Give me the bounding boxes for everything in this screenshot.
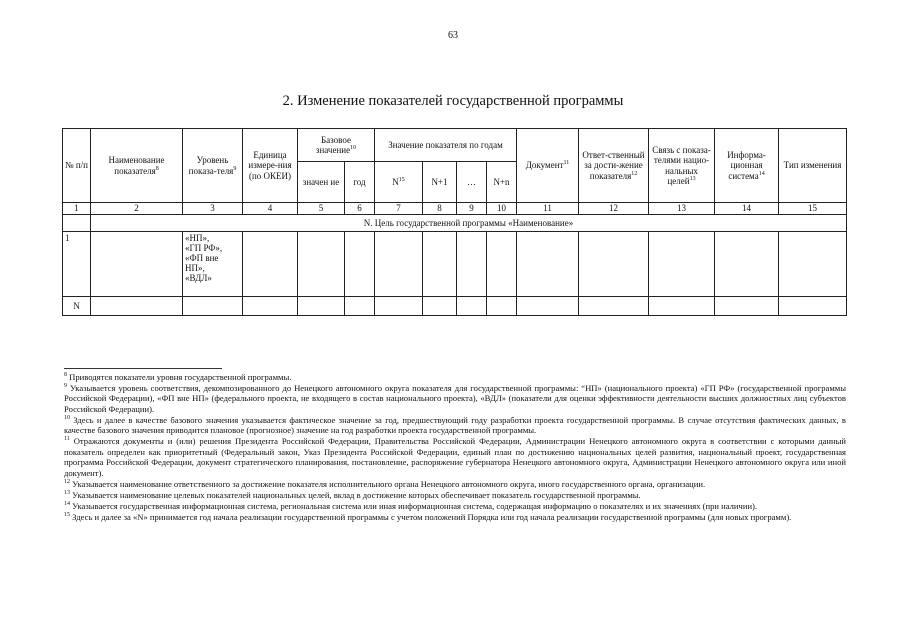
- level-list: [183, 232, 243, 297]
- footnotes: [64, 372, 846, 523]
- header-year-dots: …: [457, 162, 487, 203]
- header-unit: Единица измере-ния (по ОКЕИ): [243, 129, 298, 203]
- column-number: 10: [487, 203, 517, 215]
- column-numbers-row: [63, 203, 847, 215]
- header-level: Уровень показа-теля$^9$: [183, 129, 243, 203]
- footnote: [64, 372, 846, 382]
- header-year-nn: N+n: [487, 162, 517, 203]
- table-row: [63, 232, 847, 297]
- column-number: 7: [375, 203, 423, 215]
- row-number: N: [63, 297, 91, 316]
- level-item: «НП»,: [185, 233, 210, 243]
- footnote-text: Указывается государственная информационная система, региональная система или иная информационная система, содержащая информацию о показателях и их значениях (при наличии).: [70, 500, 758, 511]
- column-number: 12: [579, 203, 649, 215]
- footnote: [64, 490, 846, 500]
- footnote-text: Отражаются документы и (или) решения Президента Российской Федерации, Правительства Российской Федерации, Администрации Ненецкого автономного округа в соответствии с которыми данный показатель определен как приоритетный (Федеральный закон, Указ Президента Российской Федерации, единый план по достижению национальных целей развития, национальный проект, государственная программа Российской Федерации, документ стратегического планирования, постановление, распоряжение губернатора Ненецкого автономного округа, Администрации Ненецкого автономного округа или иной документ).: [64, 436, 846, 478]
- column-number: 4: [243, 203, 298, 215]
- footnote-mark: 15: [64, 511, 70, 518]
- footnote-text: Приводятся показатели уровня государственной программы.: [67, 372, 292, 382]
- header-name: Наименование показателя$^8$: [91, 129, 183, 203]
- footnote-mark: 13: [64, 489, 70, 496]
- header-document: Документ$^{11}$: [517, 129, 579, 203]
- page-number: 63: [448, 30, 458, 41]
- column-number: 9: [457, 203, 487, 215]
- level-item: «ФП вне: [185, 253, 219, 264]
- column-number: 14: [715, 203, 779, 215]
- footnote-divider: [64, 368, 222, 369]
- footnote-mark: 10: [64, 415, 70, 422]
- column-number: 15: [779, 203, 847, 215]
- footnote-text: Здесь и далее в качестве базового значения указывается фактическое значение за год, предшествующий году разработки проекта государственной программы. В случае отсутствия фактических данных, в качестве базового значения приводится плановое (прогнозное) значение на год разработки проекта государственной программы.: [64, 414, 846, 436]
- footnote-text: Указывается уровень соответствия, декомпозированного до Ненецкого автономного округа показателя для государственной программы: “НП» (национального проекта) «ГП РФ» (государственной программы Российской Федерации), «ФП вне НП» (федерального проекта, не входящего в состав национального проекта), «ВДЛ» (показатели для оценки эффективности деятельности высших должностных лиц субъектов Российской Федерации).: [64, 382, 846, 414]
- column-number: 2: [91, 203, 183, 215]
- footnote: [64, 415, 846, 436]
- section-title: 2. Изменение показателей государственной программы: [282, 93, 624, 109]
- footnote-mark: 8: [64, 372, 67, 379]
- footnote-mark: 14: [64, 500, 70, 507]
- footnote: [64, 479, 846, 489]
- header-responsible: Ответ-ственный за дости-жение показателя$^{12}$: [579, 129, 649, 203]
- footnote-mark: 11: [64, 436, 70, 443]
- column-number: 11: [517, 203, 579, 215]
- level-item: НП»,: [185, 263, 205, 274]
- indicators-table: [62, 128, 847, 316]
- footnote: [64, 383, 846, 414]
- header-info-system: Информа-ционная система$^{14}$: [715, 129, 779, 203]
- column-number: 1: [63, 203, 91, 215]
- goal-row: N. Цель государственной программы «Наименование»: [91, 215, 847, 232]
- footnote-mark: 9: [64, 383, 67, 390]
- header-link: Связь с показа-телями нацио-нальных целей$^{13}$: [649, 129, 715, 203]
- table-row: [63, 297, 847, 316]
- footnote-text: Здесь и далее за «N» принимается год начала реализации государственной программы с учетом положений Порядка или год начала реализации государственной программы (для новых программ).: [70, 511, 792, 522]
- footnote: [64, 436, 846, 478]
- footnote: [64, 512, 846, 522]
- footnote-text: Указывается наименование целевых показателей национальных целей, вклад в достижение которых обеспечивает показатель государственной программы.: [70, 489, 641, 500]
- column-number: 8: [423, 203, 457, 215]
- column-number: 6: [345, 203, 375, 215]
- header-change-type: Тип изменения: [779, 129, 847, 203]
- level-item: «ГП РФ»,: [185, 243, 223, 254]
- header-by-years: Значение показателя по годам: [375, 129, 517, 162]
- level-item: «ВДЛ»: [185, 273, 212, 284]
- header-year-n: $N^{15}$: [375, 162, 423, 203]
- footnote-text: Указывается наименование ответственного за достижение показателя исполнительного органа Ненецкого автономного округа, иного государственного органа, организации.: [70, 478, 706, 489]
- column-number: 5: [298, 203, 345, 215]
- column-number: 13: [649, 203, 715, 215]
- header-year-n1: N+1: [423, 162, 457, 203]
- header-base-year: год: [345, 162, 375, 203]
- header-base-value: значен ие: [298, 162, 345, 203]
- header-num: № п/п: [63, 129, 91, 203]
- header-base: Базовое значение$^{10}$: [298, 129, 375, 162]
- goal-row-spacer: [63, 215, 91, 232]
- column-number: 3: [183, 203, 243, 215]
- footnote: [64, 501, 846, 511]
- row-number: 1: [63, 232, 91, 297]
- footnote-mark: 12: [64, 478, 70, 485]
